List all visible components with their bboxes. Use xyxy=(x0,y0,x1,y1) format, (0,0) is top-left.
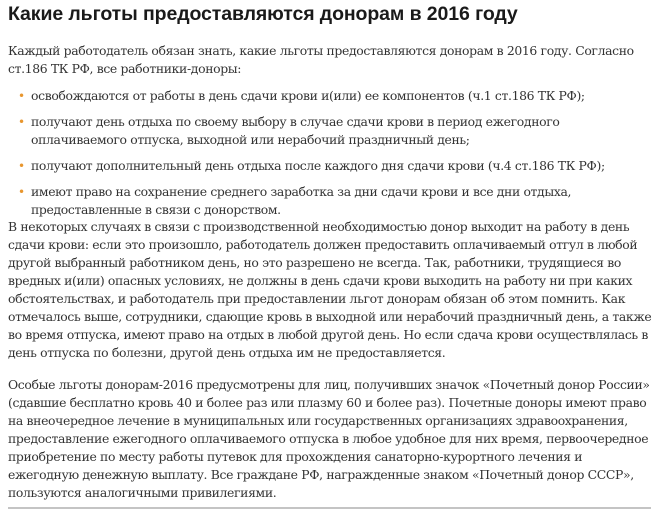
intro-paragraph: Каждый работодатель обязан знать, какие льготы предоставляются донорам в 2016 году. Согласно ст.186 ТК РФ, все работники-доноры: xyxy=(8,43,634,76)
list-item-text: получают дополнительный день отдыха после каждого дня сдачи крови (ч.4 ст.186 ТК РФ); xyxy=(31,158,605,173)
bullet-icon: • xyxy=(18,89,25,103)
bullet-icon: • xyxy=(18,159,25,173)
bullet-icon: • xyxy=(18,185,25,199)
list-item-text: получают день отдыха по своему выбору в случае сдачи крови в период ежегодного оплачиваемого отпуска, выходной или нерабочий праздничный день; xyxy=(31,114,560,147)
list-item-text: освобождаются от работы в день сдачи крови и(или) ее компонентов (ч.1 ст.186 ТК РФ); xyxy=(31,88,585,103)
list-item xyxy=(0,113,641,149)
divider xyxy=(8,507,651,509)
body-paragraph: В некоторых случаях в связи с производственной необходимостью донор выходит на работу в день сдачи крови: если это произошло, работодатель должен предоставить оплачиваемый отгул в любой другой выбранный работником день, но это разрешено не всегда. Так, работники, трудящиеся во вредных и(или) опасных условиях, не должны в день сдачи крови выходить на работу ни при каких обстоятельствах, и работодатель при предоставлении льгот донорам обязан об этом помнить. Как отмечалось выше, сотрудники, сдающие кровь в выходной или нерабочий праздничный день, а также во время отпуска, имеют право на отдых в любой другой день. Но если сдача крови осуществлялась в день отпуска по болезни, другой день отдыха им не предоставляется. xyxy=(8,219,652,360)
article-title: Какие льготы предоставляются донорам в 2016 году xyxy=(8,3,518,25)
honorary-donor-paragraph: Особые льготы донорам-2016 предусмотрены для лиц, получивших значок «Почетный донор России» (сдавшие бесплатно кровь 40 и более раз или плазму 60 и более раз). Почетные доноры имеют право на внеочередное лечение в муниципальных или государственных организациях здравоохранения, предоставление ежегодного оплачиваемого отпуска в любое удобное для них время, первоочередное приобретение по месту работы путевок для прохождения санаторно-курортного лечения и ежегодную денежную выплату. Все граждане РФ, награжденные знаком «Почетный донор СССР», пользуются аналогичными привилегиями. xyxy=(8,377,650,500)
benefits-list xyxy=(0,87,659,227)
bullet-icon: • xyxy=(18,115,25,129)
list-item-text: имеют право на сохранение среднего заработка за дни сдачи крови и все дни отдыха, предоставленные в связи с донорством. xyxy=(31,184,572,217)
list-item xyxy=(0,157,641,175)
list-item xyxy=(0,183,641,219)
list-item xyxy=(0,87,641,105)
